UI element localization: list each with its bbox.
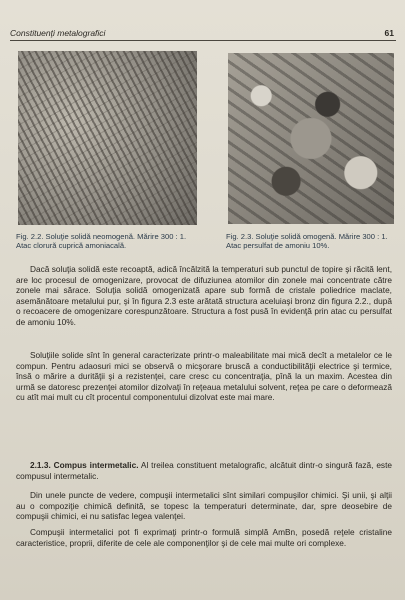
section-intermetallic-intro	[16, 460, 392, 481]
paragraph-text	[16, 460, 392, 481]
paragraph-similarity	[16, 490, 392, 522]
paragraph-properties	[16, 350, 392, 403]
paragraph-formula	[16, 527, 392, 548]
paragraph-text: Dacă soluţia solidă este recoaptă, adică încălzită la temperaturi sub punctul de topire şi răcită lent, are loc procesul de omogenizare, provocat de difuziunea atomilor din zonele mai concentrate către zonele mai sărace. Soluţia solidă omogenizată apare sub formă de cristale poliedrice maclate, asemănătoare metalului pur, şi în figura 2.3 este arătată structura aceluiaşi bronz din figura 2.2., după o recoacere de omogenizare corespunzătoare. Structura a fost pusă în evidenţă prin atac cu persulfat de amoniu 10%.	[16, 264, 392, 327]
figure-2-2-caption: Fig. 2.2. Soluţie solidă neomogenă. Mărire 300 : 1. Atac clorură cuprică amoniacală.	[16, 232, 187, 251]
section-heading: 2.1.3. Compus intermetalic.	[30, 460, 139, 470]
running-title: Constituenţi metalografici	[10, 28, 106, 38]
figure-2-3-caption: Fig. 2.3. Soluţie solidă omogenă. Mărire 300 : 1. Atac persulfat de amoniu 10%.	[226, 232, 388, 251]
paragraph-text: Din unele puncte de vedere, compuşii intermetalici sînt similari compuşilor chimici. Şi unii, şi alţii au o compoziţie chimică definită, se topesc la temperaturi determinate, dar, spre deosebire de compuşii chimici, ei nu satisfac legea valenţei.	[16, 490, 392, 522]
page-header	[10, 26, 396, 41]
paragraph-text: Soluţiile solide sînt în general caracterizate printr-o maleabilitate mai mică decît a metalelor ce le compun. Pentru adaosuri mici se observă o micşorare bruscă a conductibilităţii electrice şi termice, însă o mărire a durităţii şi a rezistenţei, care cresc cu concentraţia, pînă la un maxim. Acestea din urmă se datoresc prezenţei atomilor dizolvaţi în reţeaua metalului solvent, reţea pe care o deformează cu atît mai mult cu cît procentul componentului dizolvat este mai mare.	[16, 350, 392, 403]
paragraph-text: Compuşii intermetalici pot fi exprimaţi printr-o formulă simplă AmBn, posedă reţele cristaline caracteristice, proprii, diferite de cele ale componenţilor şi de cele mai multe ori complexe.	[16, 527, 392, 548]
micrograph-figure-2-3	[228, 53, 394, 224]
page-number: 61	[384, 28, 394, 38]
micrograph-figure-2-2	[18, 51, 197, 225]
section-intro-text: Al treilea constituent metalografic, alcătuit dintr-o singură fază, este compusul intermetalic.	[16, 460, 393, 481]
paragraph-homogenization	[16, 264, 392, 328]
